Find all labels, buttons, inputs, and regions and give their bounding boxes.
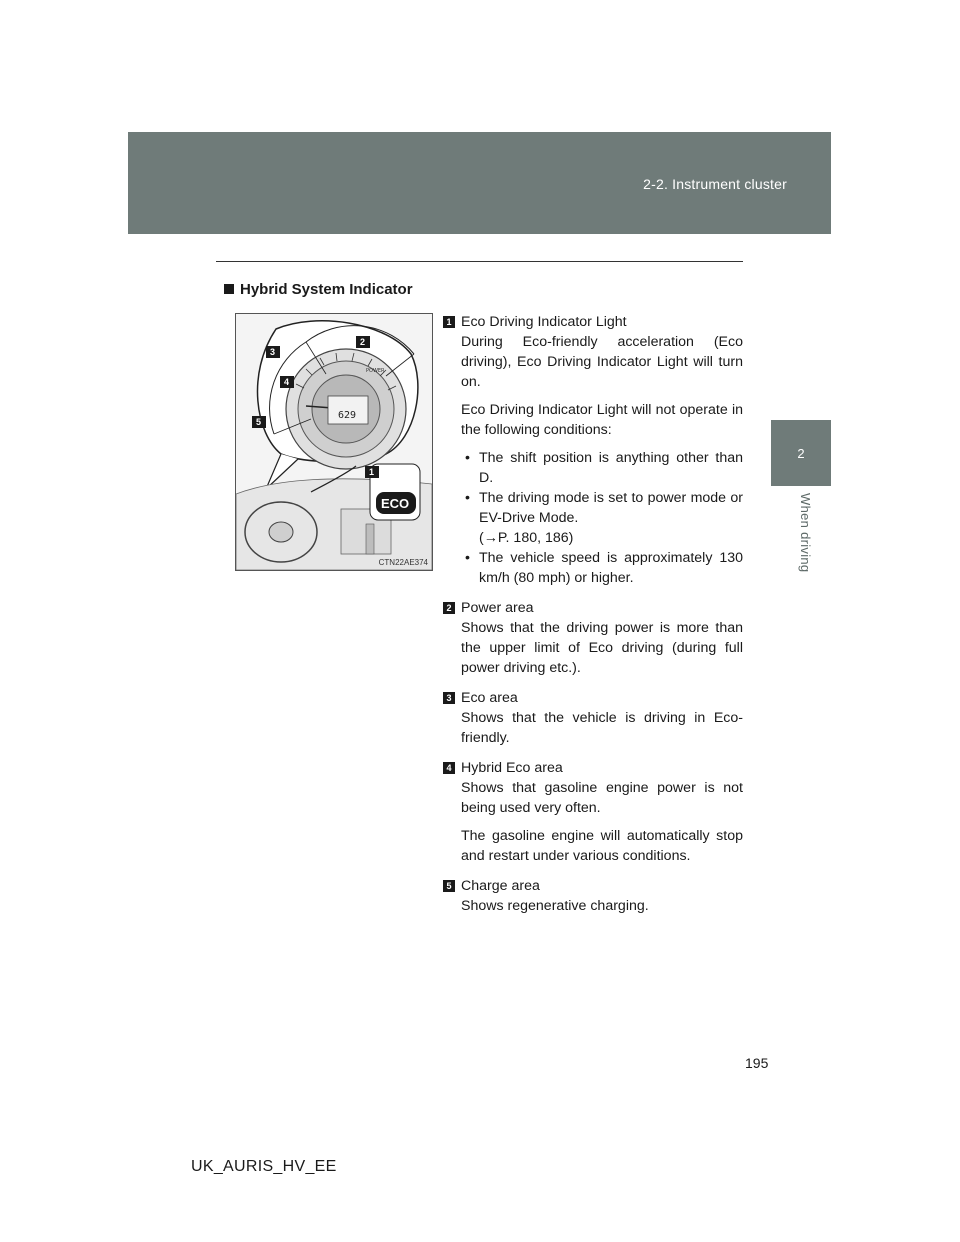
item-note: The gasoline engine will automatically stop and restart under various conditions. [461, 828, 743, 864]
item-number: 4 [443, 762, 455, 774]
item-eco-area [443, 688, 743, 748]
callout-3: 3 [270, 347, 276, 357]
item-number: 2 [443, 602, 455, 614]
instrument-cluster-figure [235, 313, 433, 571]
section-heading-text: Hybrid System Indicator [240, 281, 413, 298]
callout-2: 2 [360, 337, 366, 347]
item-power-area [443, 598, 743, 678]
item-description: Shows that gasoline engine power is not being used very often. [461, 780, 743, 816]
figure-caption: CTN22AE374 [378, 558, 428, 567]
eco-badge-text: ECO [381, 496, 410, 511]
chapter-label: When driving [798, 493, 813, 573]
header-band [128, 132, 831, 234]
page-reference: (→P. 180, 186) [479, 530, 574, 546]
callout-4: 4 [284, 377, 290, 387]
section-heading [224, 281, 413, 298]
content-column [443, 312, 743, 926]
item-note: Eco Driving Indicator Light will not operate in the following conditions: [461, 402, 743, 438]
item-description: Shows that the vehicle is driving in Eco-friendly. [461, 710, 743, 746]
item-description: Shows regenerative charging. [461, 898, 649, 914]
item-number: 3 [443, 692, 455, 704]
document-code: UK_AURIS_HV_EE [191, 1158, 337, 1175]
list-item: • The vehicle speed is approximately 130 km/h (80 mph) or higher. [465, 550, 743, 586]
callout-1: 1 [369, 467, 375, 477]
item-hybrid-eco-area [443, 758, 743, 866]
header-title: 2-2. Instrument cluster [643, 176, 787, 192]
gauge-readout: 629 [338, 410, 357, 421]
item-title: Power area [461, 600, 534, 616]
page-number: 195 [745, 1055, 769, 1071]
item-title: Eco Driving Indicator Light [461, 314, 627, 330]
cluster-illustration [236, 314, 432, 570]
item-charge-area [443, 876, 743, 916]
square-bullet-icon [224, 284, 234, 294]
callout-5: 5 [256, 417, 262, 427]
item-number: 5 [443, 880, 455, 892]
item-number: 1 [443, 316, 455, 328]
list-item: • The shift position is anything other than D. [465, 450, 743, 486]
item-title: Eco area [461, 690, 518, 706]
condition-list [461, 448, 743, 588]
item-title: Hybrid Eco area [461, 760, 563, 776]
item-description: During Eco-friendly acceleration (Eco driving), Eco Driving Indicator Light will turn on. [461, 334, 743, 390]
section-rule [216, 261, 743, 262]
chapter-tab [771, 420, 831, 486]
power-label: POWER [366, 368, 385, 374]
chapter-number: 2 [797, 446, 805, 461]
item-title: Charge area [461, 878, 540, 894]
list-item: • The driving mode is set to power mode or EV-Drive Mode. (→P. 180, 186) [465, 490, 743, 546]
item-eco-indicator [443, 312, 743, 588]
item-description: Shows that the driving power is more than the upper limit of Eco driving (during full power driving etc.). [461, 620, 743, 676]
